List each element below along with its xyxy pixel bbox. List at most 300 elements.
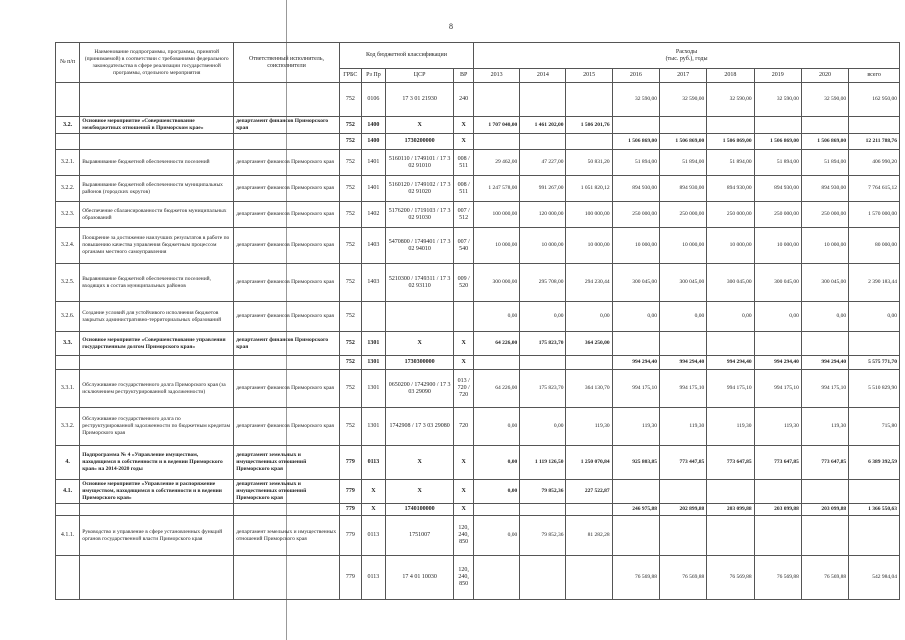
row-name: Обеспечение сбалансированности бюджетов муниципальных образований (80, 202, 234, 228)
row-year-value: 894 930,00 (659, 176, 706, 202)
row-csr: 5160110 / 1749101 / 17 3 02 91010 (386, 150, 454, 176)
row-year-value (801, 117, 848, 134)
row-year-value: 119,30 (707, 408, 754, 446)
row-year-value: 29 462,00 (474, 150, 520, 176)
row-year-value: 250 000,00 (659, 202, 706, 228)
row-num: 4. (56, 446, 80, 480)
row-responsible: департамент финансов Приморского края (234, 264, 340, 302)
row-rzpr: 1301 (361, 356, 385, 370)
row-total: 6 389 392,59 (849, 446, 900, 480)
row-year-value: 203 099,88 (707, 504, 754, 516)
row-responsible: департамент земельных и имущественных отношений Приморского края (234, 446, 340, 480)
row-csr: 5210300 / 1749311 / 17 3 02 93110 (386, 264, 454, 302)
row-csr: 5160120 / 1749102 / 17 3 02 91020 (386, 176, 454, 202)
row-grbs: 752 (339, 150, 361, 176)
row-year-value: 1 250 070,84 (566, 446, 612, 480)
row-grbs: 752 (339, 228, 361, 264)
header-rzpr: Рз Пр (361, 69, 385, 83)
row-name (80, 83, 234, 117)
row-year-value (474, 83, 520, 117)
row-csr: 0650200 / 1742900 / 17 3 03 29090 (386, 370, 454, 408)
row-grbs: 752 (339, 134, 361, 150)
row-rzpr: X (361, 504, 385, 516)
row-num: 3.2.5. (56, 264, 80, 302)
row-vr: X (454, 356, 474, 370)
row-grbs: 779 (339, 556, 361, 600)
row-vr: X (454, 332, 474, 356)
row-total: 2 390 183,44 (849, 264, 900, 302)
table-row (56, 150, 900, 176)
row-year-value: 894 930,00 (612, 176, 659, 202)
row-year-value: 1 506 869,00 (707, 134, 754, 150)
table-row (56, 228, 900, 264)
row-year-value: 300 045,00 (659, 264, 706, 302)
row-year-value: 32 590,00 (801, 83, 848, 117)
row-year-value: 51 894,00 (612, 150, 659, 176)
row-name: Основное мероприятие «Совершенствование межбюджетных отношений в Приморском крае» (80, 117, 234, 134)
row-num: 4.1. (56, 480, 80, 504)
row-vr: X (454, 446, 474, 480)
row-total: 0,00 (849, 302, 900, 332)
row-grbs: 752 (339, 302, 361, 332)
header-year: 2016 (612, 69, 659, 83)
budget-table (55, 42, 900, 600)
row-year-value: 119,30 (566, 408, 612, 446)
row-name (80, 356, 234, 370)
row-rzpr: 1301 (361, 370, 385, 408)
row-year-value: 10 000,00 (474, 228, 520, 264)
row-year-value (707, 117, 754, 134)
row-vr: 008 / 511 (454, 150, 474, 176)
row-year-value (659, 516, 706, 556)
row-year-value: 50 831,20 (566, 150, 612, 176)
row-num: 3.2.4. (56, 228, 80, 264)
row-total (849, 480, 900, 504)
row-rzpr: 0113 (361, 446, 385, 480)
row-name: Подпрограмма № 4 «Управление имуществом, находящимся в собственности и в ведении Приморского края» на 2014-2020 годы (80, 446, 234, 480)
row-year-value (520, 83, 566, 117)
row-year-value (754, 117, 801, 134)
row-year-value: 1 247 578,00 (474, 176, 520, 202)
row-year-value: 81 282,28 (566, 516, 612, 556)
row-vr (454, 302, 474, 332)
row-year-value: 994 175,10 (707, 370, 754, 408)
table-row (56, 408, 900, 446)
row-num: 3.2.2. (56, 176, 80, 202)
row-year-value (612, 516, 659, 556)
row-total: 7 764 615,12 (849, 176, 900, 202)
row-year-value: 0,00 (474, 446, 520, 480)
row-year-value: 0,00 (520, 302, 566, 332)
row-vr: 120, 240, 850 (454, 516, 474, 556)
row-name (80, 504, 234, 516)
row-year-value (659, 480, 706, 504)
row-csr (386, 302, 454, 332)
row-year-value: 364 250,00 (566, 332, 612, 356)
row-year-value: 994 294,40 (754, 356, 801, 370)
row-year-value (754, 516, 801, 556)
row-rzpr: 1401 (361, 150, 385, 176)
row-year-value (474, 504, 520, 516)
row-year-value: 0,00 (474, 408, 520, 446)
row-responsible: департамент финансов Приморского края (234, 117, 340, 134)
row-year-value: 250 000,00 (612, 202, 659, 228)
row-year-value (801, 480, 848, 504)
row-csr: X (386, 332, 454, 356)
row-year-value: 10 000,00 (801, 228, 848, 264)
row-total (849, 332, 900, 356)
row-year-value: 0,00 (474, 480, 520, 504)
row-responsible: департамент финансов Приморского края (234, 202, 340, 228)
row-year-value: 994 175,10 (659, 370, 706, 408)
row-num: 3.2.6. (56, 302, 80, 332)
row-year-value: 894 930,00 (801, 176, 848, 202)
row-year-value (801, 332, 848, 356)
row-year-value: 300 045,00 (754, 264, 801, 302)
row-year-value: 76 569,88 (659, 556, 706, 600)
row-year-value (566, 356, 612, 370)
table-row (56, 302, 900, 332)
row-num: 4.1.1. (56, 516, 80, 556)
row-year-value: 51 894,00 (659, 150, 706, 176)
row-responsible (234, 134, 340, 150)
row-year-value: 773 647,85 (707, 446, 754, 480)
header-csr: ЦСР (386, 69, 454, 83)
row-vr: 009 / 520 (454, 264, 474, 302)
row-num (56, 356, 80, 370)
row-year-value: 773 447,85 (659, 446, 706, 480)
row-responsible: департамент земельных и имущественных отношений Приморского края (234, 516, 340, 556)
row-year-value: 10 000,00 (612, 228, 659, 264)
row-grbs: 752 (339, 264, 361, 302)
row-name: Обслуживание государственного долга Приморского края (за исключением реструктурированной задолженности) (80, 370, 234, 408)
row-year-value: 364 130,70 (566, 370, 612, 408)
row-year-value: 994 294,40 (612, 356, 659, 370)
row-vr: 120, 240, 850 (454, 556, 474, 600)
header-responsible: Ответственный исполнитель, соисполнители (234, 43, 340, 83)
row-rzpr: 1402 (361, 202, 385, 228)
row-total: 5 575 771,70 (849, 356, 900, 370)
row-year-value (754, 480, 801, 504)
row-grbs: 752 (339, 176, 361, 202)
row-csr: 5470800 / 1749401 / 17 3 02 94010 (386, 228, 454, 264)
row-vr: X (454, 117, 474, 134)
row-rzpr (361, 302, 385, 332)
row-grbs: 752 (339, 356, 361, 370)
row-csr: 1751007 (386, 516, 454, 556)
row-vr: 007 / 512 (454, 202, 474, 228)
row-year-value: 994 175,10 (801, 370, 848, 408)
header-year: 2018 (707, 69, 754, 83)
row-year-value: 991 267,00 (520, 176, 566, 202)
row-year-value: 0,00 (474, 302, 520, 332)
row-year-value (707, 332, 754, 356)
row-year-value (474, 556, 520, 600)
row-year-value (520, 556, 566, 600)
row-year-value: 227 522,87 (566, 480, 612, 504)
row-responsible (234, 356, 340, 370)
row-name: Выравнивание бюджетной обеспеченности поселений, входящих в состав муниципальных районов (80, 264, 234, 302)
row-responsible: департамент финансов Приморского края (234, 332, 340, 356)
row-total: 542 984,04 (849, 556, 900, 600)
row-year-value: 64 226,00 (474, 370, 520, 408)
table-row (56, 446, 900, 480)
row-rzpr: 1403 (361, 228, 385, 264)
header-codes: Код бюджетной классификации (339, 43, 473, 69)
table-row (56, 370, 900, 408)
row-grbs: 752 (339, 370, 361, 408)
row-year-value (659, 332, 706, 356)
row-rzpr: 1301 (361, 332, 385, 356)
row-vr: X (454, 504, 474, 516)
row-year-value: 1 506 201,76 (566, 117, 612, 134)
row-num: 3.3.2. (56, 408, 80, 446)
row-year-value: 175 823,70 (520, 332, 566, 356)
row-rzpr: 1403 (361, 264, 385, 302)
row-vr: X (454, 480, 474, 504)
row-year-value (659, 117, 706, 134)
row-name: Основное мероприятие «Совершенствование управления государственным долгом Приморского края» (80, 332, 234, 356)
row-name: Поощрение за достижение наилучших результатов в работе по повышению качества управления бюджетным процессом органами местного самоуправления (80, 228, 234, 264)
row-total: 1 366 550,63 (849, 504, 900, 516)
budget-table-sheet (55, 42, 900, 600)
row-year-value: 246 975,88 (612, 504, 659, 516)
header-year: 2014 (520, 69, 566, 83)
row-grbs: 752 (339, 83, 361, 117)
row-year-value: 0,00 (566, 302, 612, 332)
row-year-value: 10 000,00 (707, 228, 754, 264)
row-num: 3.3. (56, 332, 80, 356)
row-num: 3.2.1. (56, 150, 80, 176)
row-year-value: 100 000,00 (566, 202, 612, 228)
row-year-value (566, 134, 612, 150)
row-total (849, 117, 900, 134)
row-name: Выравнивание бюджетной обеспеченности муниципальных районов (городских округов) (80, 176, 234, 202)
row-csr: 1730200000 (386, 134, 454, 150)
row-year-value: 47 227,00 (520, 150, 566, 176)
row-responsible (234, 83, 340, 117)
row-year-value: 64 226,00 (474, 332, 520, 356)
table-row (56, 264, 900, 302)
header-year: 2019 (754, 69, 801, 83)
row-responsible: департамент финансов Приморского края (234, 176, 340, 202)
row-num: 3.3.1. (56, 370, 80, 408)
row-responsible (234, 556, 340, 600)
table-row (56, 332, 900, 356)
row-year-value (612, 117, 659, 134)
row-year-value: 250 000,00 (754, 202, 801, 228)
row-grbs: 779 (339, 516, 361, 556)
row-year-value: 250 000,00 (801, 202, 848, 228)
row-year-value (474, 134, 520, 150)
page-number: 8 (449, 22, 453, 31)
row-grbs: 779 (339, 480, 361, 504)
row-rzpr: 0113 (361, 556, 385, 600)
row-year-value: 0,00 (754, 302, 801, 332)
row-grbs: 779 (339, 504, 361, 516)
row-total: 5 510 829,90 (849, 370, 900, 408)
row-num: 3.2. (56, 117, 80, 134)
row-vr: 007 / 540 (454, 228, 474, 264)
row-name: Руководство и управление в сфере установленных функций органов государственной власти Приморского края (80, 516, 234, 556)
row-grbs: 752 (339, 117, 361, 134)
row-year-value: 32 590,00 (612, 83, 659, 117)
row-year-value: 76 569,88 (754, 556, 801, 600)
row-year-value: 32 590,00 (659, 83, 706, 117)
row-csr: X (386, 117, 454, 134)
header-year: 2013 (474, 69, 520, 83)
row-year-value: 51 894,00 (754, 150, 801, 176)
row-year-value: 294 230,44 (566, 264, 612, 302)
row-total (849, 516, 900, 556)
row-year-value: 202 899,88 (659, 504, 706, 516)
row-responsible (234, 504, 340, 516)
row-year-value: 51 894,00 (707, 150, 754, 176)
row-year-value: 994 175,10 (612, 370, 659, 408)
row-csr: X (386, 446, 454, 480)
row-num (56, 83, 80, 117)
header-grbs: ГРБС (339, 69, 361, 83)
row-total: 715,80 (849, 408, 900, 446)
row-year-value: 1 506 869,00 (659, 134, 706, 150)
row-year-value (474, 356, 520, 370)
table-row (56, 202, 900, 228)
row-year-value: 10 000,00 (754, 228, 801, 264)
header-name: Наименование подпрограммы, программы, принятой (принимаемой) в соответствии с требованиями федерального законодательства в сфере реализации государственной программы, отдельного мероприятия (80, 43, 234, 83)
row-year-value (566, 556, 612, 600)
row-year-value (801, 516, 848, 556)
row-rzpr: 0113 (361, 516, 385, 556)
row-name: Создание условий для устойчивого исполнения бюджетов закрытых административно-территориальных образований (80, 302, 234, 332)
row-year-value: 894 930,00 (707, 176, 754, 202)
row-name (80, 556, 234, 600)
row-year-value (707, 516, 754, 556)
row-year-value (566, 504, 612, 516)
row-year-value: 1 506 869,00 (801, 134, 848, 150)
header-year: 2015 (566, 69, 612, 83)
row-year-value: 994 294,40 (659, 356, 706, 370)
row-num (56, 504, 80, 516)
header-costs-title: Расходы (675, 48, 698, 55)
row-year-value (612, 332, 659, 356)
row-year-value: 175 823,70 (520, 370, 566, 408)
table-row (56, 356, 900, 370)
row-total: 406 990,20 (849, 150, 900, 176)
row-csr: 1730300000 (386, 356, 454, 370)
row-year-value: 79 852,36 (520, 480, 566, 504)
row-year-value: 773 647,85 (754, 446, 801, 480)
row-responsible: департамент финансов Приморского края (234, 370, 340, 408)
row-year-value: 100 000,00 (474, 202, 520, 228)
row-year-value: 119,30 (659, 408, 706, 446)
table-row (56, 176, 900, 202)
row-year-value: 300 045,00 (801, 264, 848, 302)
table-body (56, 83, 900, 600)
row-name: Выравнивание бюджетной обеспеченности поселений (80, 150, 234, 176)
header-costs-unit: (тыс. руб.), годы (665, 55, 708, 62)
header-vr: ВР (454, 69, 474, 83)
row-year-value: 1 707 040,00 (474, 117, 520, 134)
row-year-value: 76 569,88 (612, 556, 659, 600)
row-year-value: 10 000,00 (520, 228, 566, 264)
row-total: 12 211 788,76 (849, 134, 900, 150)
row-csr: 17 4 01 10030 (386, 556, 454, 600)
row-num (56, 556, 80, 600)
row-vr: X (454, 134, 474, 150)
row-year-value (754, 332, 801, 356)
row-year-value: 1 506 869,00 (754, 134, 801, 150)
row-name (80, 134, 234, 150)
row-year-value: 250 000,00 (707, 202, 754, 228)
row-year-value: 1 119 126,50 (520, 446, 566, 480)
row-rzpr: 1400 (361, 134, 385, 150)
row-year-value: 925 803,85 (612, 446, 659, 480)
row-total: 80 000,00 (849, 228, 900, 264)
row-responsible: департамент финансов Приморского края (234, 302, 340, 332)
row-year-value: 0,00 (707, 302, 754, 332)
row-year-value: 0,00 (659, 302, 706, 332)
row-year-value: 295 708,00 (520, 264, 566, 302)
row-rzpr: 1400 (361, 117, 385, 134)
row-year-value: 120 000,00 (520, 202, 566, 228)
row-csr: 1742908 / 17 3 03 29080 (386, 408, 454, 446)
table-row (56, 134, 900, 150)
row-total: 1 570 000,00 (849, 202, 900, 228)
row-year-value: 119,30 (754, 408, 801, 446)
table-row (56, 83, 900, 117)
row-year-value: 51 894,00 (801, 150, 848, 176)
row-year-value: 300 045,00 (707, 264, 754, 302)
row-rzpr: 1301 (361, 408, 385, 446)
table-row (56, 117, 900, 134)
row-year-value: 32 590,00 (707, 83, 754, 117)
row-rzpr: 0106 (361, 83, 385, 117)
row-year-value: 994 294,40 (801, 356, 848, 370)
row-year-value: 119,30 (801, 408, 848, 446)
row-num: 3.2.3. (56, 202, 80, 228)
row-year-value: 76 569,88 (707, 556, 754, 600)
row-year-value: 79 852,36 (520, 516, 566, 556)
row-year-value: 1 461 202,00 (520, 117, 566, 134)
row-year-value: 0,00 (474, 516, 520, 556)
row-year-value (520, 134, 566, 150)
row-year-value: 203 099,88 (754, 504, 801, 516)
table-row (56, 556, 900, 600)
row-year-value (707, 480, 754, 504)
row-csr: 17 3 01 21930 (386, 83, 454, 117)
row-year-value: 300 045,00 (612, 264, 659, 302)
table-row (56, 516, 900, 556)
row-num (56, 134, 80, 150)
row-grbs: 779 (339, 446, 361, 480)
row-responsible: департамент финансов Приморского края (234, 228, 340, 264)
row-year-value: 773 647,85 (801, 446, 848, 480)
header-num: № п/п (56, 43, 80, 83)
row-year-value: 10 000,00 (659, 228, 706, 264)
row-csr: X (386, 480, 454, 504)
row-year-value: 300 000,00 (474, 264, 520, 302)
row-csr: 1740100000 (386, 504, 454, 516)
row-year-value: 994 175,10 (754, 370, 801, 408)
header-year: 2020 (801, 69, 848, 83)
row-year-value: 32 590,00 (754, 83, 801, 117)
row-year-value: 0,00 (801, 302, 848, 332)
row-year-value: 994 294,40 (707, 356, 754, 370)
row-csr: 5176200 / 1719103 / 17 3 02 91030 (386, 202, 454, 228)
row-responsible: департамент финансов Приморского края (234, 150, 340, 176)
row-vr: 240 (454, 83, 474, 117)
table-row (56, 480, 900, 504)
